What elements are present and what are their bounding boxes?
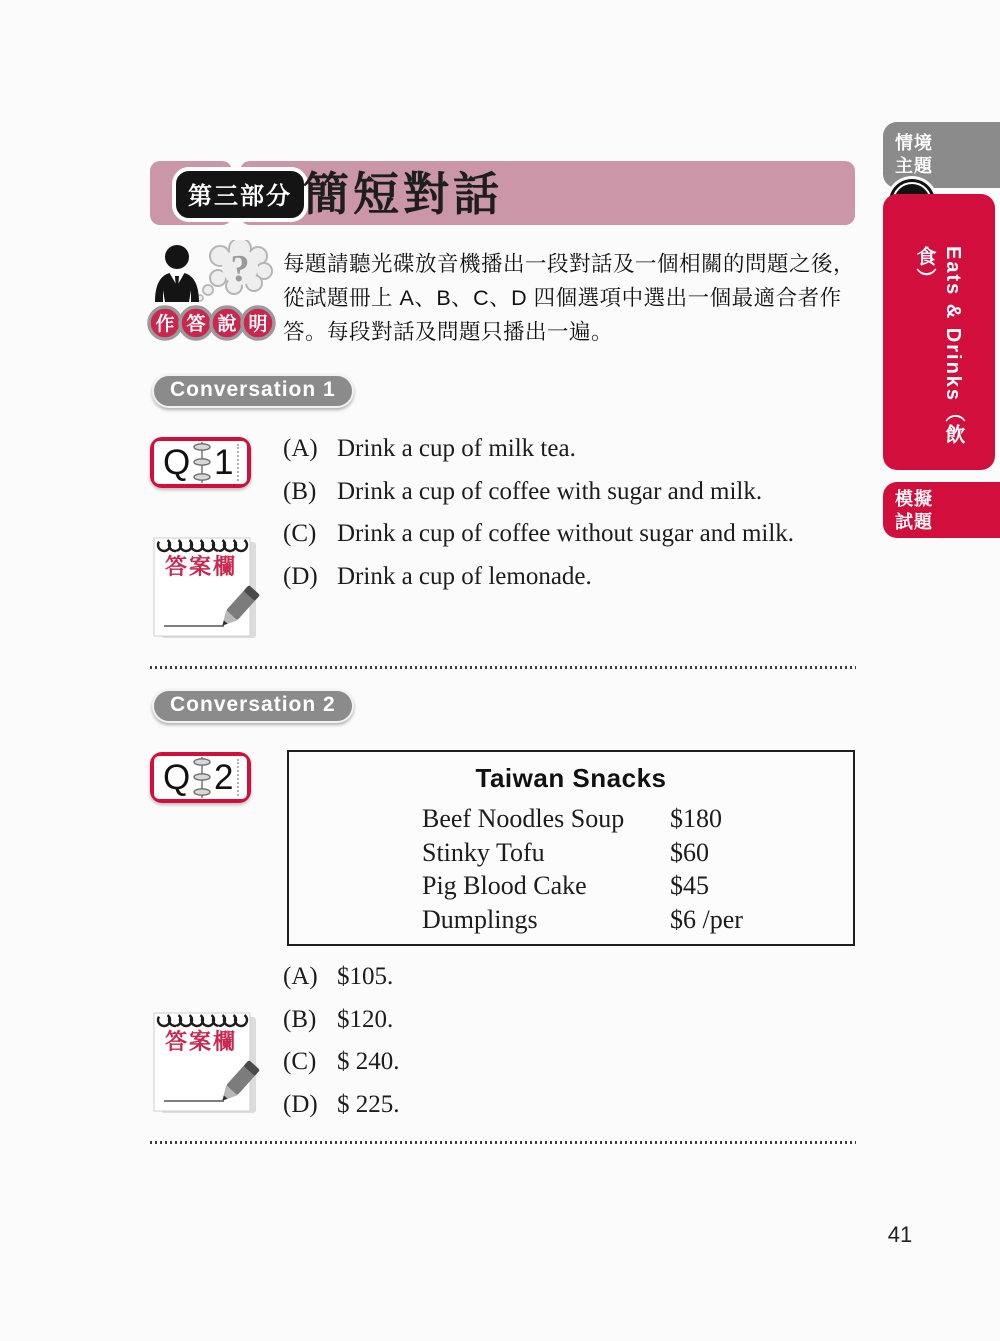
option-letter: (C) <box>283 1048 317 1075</box>
answer-pad-label: 答案欄 <box>164 1029 238 1054</box>
option-text: $ 225. <box>337 1090 400 1118</box>
answer-pad-2 <box>150 1003 262 1122</box>
thought-bubble-icon <box>197 240 272 301</box>
context-tab-line2: 主題 <box>895 156 933 176</box>
menu-row <box>422 869 853 903</box>
option-row <box>283 1006 400 1049</box>
menu-items <box>422 802 853 936</box>
menu-row <box>422 802 853 836</box>
label-char-2: 答 <box>186 314 206 335</box>
option-row <box>283 563 794 606</box>
option-letter: (A) <box>283 963 318 990</box>
question-1-number: 1 <box>214 443 234 482</box>
question-1-badge-inner <box>154 441 247 484</box>
page-title: 簡短對話 <box>303 168 503 220</box>
unit-title-vertical: Eats & Drinks（飲食） <box>913 246 964 447</box>
answer-pad-1 <box>150 528 262 647</box>
menu-item-price: $45 <box>670 871 709 900</box>
menu-item-name: Pig Blood Cake <box>422 871 587 900</box>
section-divider <box>150 1141 856 1144</box>
page-edge-decoration <box>237 444 239 481</box>
menu-item-name: Stinky Tofu <box>422 837 545 867</box>
label-char-1: 作 <box>155 314 175 335</box>
label-char-3: 說 <box>217 314 237 335</box>
instructions-text: 每題請聽光碟放音機播出一段對話及一個相關的問題之後，從試題冊上 A、B、C、D 四個選項中選出一個最適合者作答。每段對話及問題只播出一遍。 <box>283 252 856 344</box>
menu-item-price: $6 /per <box>670 904 743 934</box>
option-row <box>283 520 794 563</box>
option-letter: (B) <box>283 1005 317 1033</box>
conversation-2-heading: Conversation 2 <box>152 689 354 723</box>
menu-row <box>422 836 853 870</box>
question-2-q: Q <box>163 758 191 797</box>
page-edge-decoration <box>237 759 239 796</box>
option-letter: (D) <box>283 562 318 590</box>
conversation-1-heading: Conversation 1 <box>152 374 354 408</box>
context-tab-line1: 情境 <box>895 133 933 153</box>
menu-item-name: Dumplings <box>422 904 538 934</box>
answer-pad-label: 答案欄 <box>164 554 238 579</box>
taiwan-snacks-menu <box>287 750 855 946</box>
option-row <box>283 1091 400 1134</box>
answer-pad-icon <box>150 528 262 642</box>
binder-rings-icon <box>190 441 214 484</box>
section-divider <box>150 666 856 669</box>
menu-title: Taiwan Snacks <box>475 763 667 793</box>
answer-instructions-icon-group <box>146 240 280 349</box>
option-row <box>283 1048 400 1091</box>
menu-row <box>422 903 853 937</box>
question-2-badge <box>150 752 251 803</box>
page-number: 41 <box>887 1222 913 1247</box>
option-letter: (B) <box>283 477 317 505</box>
menu-item-price: $180 <box>670 804 722 833</box>
question-2-badge-inner <box>154 756 247 799</box>
option-letter: (A) <box>283 435 318 462</box>
option-letter: (D) <box>283 1090 318 1118</box>
sidebar-tab-unit <box>883 194 995 470</box>
answer-pad-icon <box>150 1003 262 1117</box>
option-text: $ 240. <box>337 1048 400 1075</box>
question-1-options <box>283 435 794 605</box>
binder-rings-icon <box>190 756 214 799</box>
sidebar-tab-mock <box>883 482 1000 538</box>
option-letter: (C) <box>283 520 317 547</box>
option-row <box>283 435 794 478</box>
sidebar-tab-context <box>883 122 1000 188</box>
mock-tab-line1: 模擬 <box>895 489 933 509</box>
option-row <box>283 963 400 1006</box>
person-icon <box>155 245 199 302</box>
answer-note-label <box>149 307 274 339</box>
option-text: Drink a cup of lemonade. <box>337 562 592 590</box>
thought-question-mark: ? <box>230 248 250 290</box>
option-text: Drink a cup of milk tea. <box>337 435 576 462</box>
menu-item-price: $60 <box>670 837 709 867</box>
option-text: Drink a cup of coffee without sugar and milk. <box>337 520 795 547</box>
option-row <box>283 478 794 521</box>
part-badge: 第三部分 <box>172 167 308 222</box>
question-1-badge <box>150 437 251 488</box>
option-text: $105. <box>337 963 394 990</box>
instructions-illustration <box>146 240 280 344</box>
mock-tab-line2: 試題 <box>895 512 933 532</box>
option-text: $120. <box>337 1005 394 1033</box>
question-1-q: Q <box>163 443 191 482</box>
option-text: Drink a cup of coffee with sugar and milk. <box>337 477 763 505</box>
question-2-options <box>283 963 400 1133</box>
menu-item-name: Beef Noodles Soup <box>422 804 625 833</box>
question-2-number: 2 <box>214 758 234 797</box>
label-char-4: 明 <box>248 314 268 335</box>
